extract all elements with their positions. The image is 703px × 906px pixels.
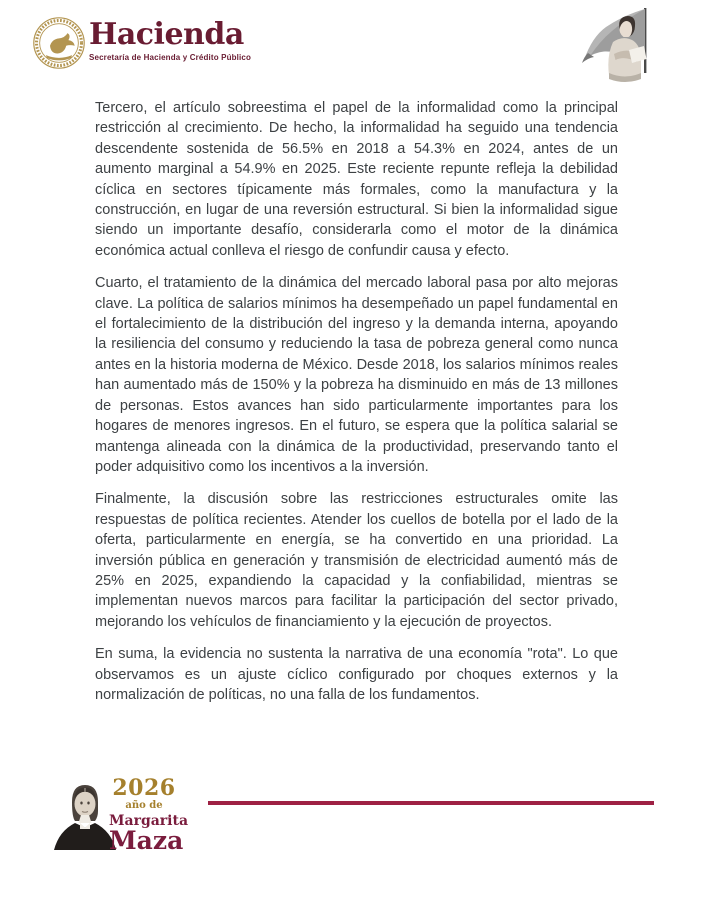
paragraph-tercero: Tercero, el artículo sobreestima el papel de la informalidad como la principal restricción al crecimiento. De hecho, la informalidad ha seguido una tendencia descendente sostenida de 56.5% en 2018 a 54.3% en 2024, antes de un aumento marginal a 54.9% en 2025. Este reciente repunte refleja la debilidad cíclica en sectores típicamente más formales, como la manufactura y la construcción, en lugar de una reversión estructural. Si bien la informalidad sigue siendo un importante desafío, considerarla como el motor de la dinámica económica actual conlleva el riesgo de confundir causa y efecto. — [95, 100, 618, 259]
emblem-caption: año de — [125, 800, 163, 811]
footer-divider — [208, 801, 654, 805]
mexican-national-eagle-seal-icon — [32, 16, 86, 70]
hacienda-logo — [89, 19, 349, 63]
institution-subtitle: Secretaría de Hacienda y Crédito Público — [89, 53, 252, 62]
paragraph-cuarto: Cuarto, el tratamiento de la dinámica del mercado laboral pasa por alto mejoras clave. La política de salarios mínimos ha desempeñado un papel fundamental en el fortalecimiento de la distribución del ingreso y la demanda interna, apoyando la resiliencia del consumo y reduciendo la tasa de pobreza general como nunca antes en la historia moderna de México. Desde 2018, los salarios mínimos reales han aumentado más de 150% y la pobreza ha disminuido en más de 13 millones de personas. Estos avances han sido particularmente importantes para los hogares de menores ingresos. En el futuro, se espera que la política salarial se mantenga alineada con la dinámica de la productividad, preservando tanto el poder adquisitivo como los incentivos a la inversión. — [95, 275, 618, 475]
paragraph-en-suma: En suma, la evidencia no sustenta la narrativa de una economía "rota". Lo que observamos es un ajuste cíclico configurado por choques externos y la normalización de políticas, no una falla de los fundamentos. — [95, 646, 618, 703]
woman-holding-flag-engraving-icon — [578, 7, 666, 87]
year-emblem — [109, 775, 189, 855]
emblem-year: 2026 — [112, 775, 176, 801]
paragraph-finalmente: Finalmente, la discusión sobre las restricciones estructurales omite las respuestas de política recientes. Atender los cuellos de botella por el lado de la oferta, particularmente en energía, se ha convertido en una prioridad. La inversión pública en generación y transmisión de electricidad aumentó más de 25% en 2025, expandiendo la capacidad y la confiabilidad, mientras se implementan nuevos marcos para facilitar la participación del sector privado, mejorando los vehículos de financiamiento y la ejecución de proyectos. — [95, 491, 618, 630]
emblem-name-first: Margarita — [109, 813, 189, 829]
emblem-name-last: Maza — [109, 826, 184, 855]
letter-body — [95, 98, 618, 717]
institution-name: Hacienda — [89, 17, 244, 52]
